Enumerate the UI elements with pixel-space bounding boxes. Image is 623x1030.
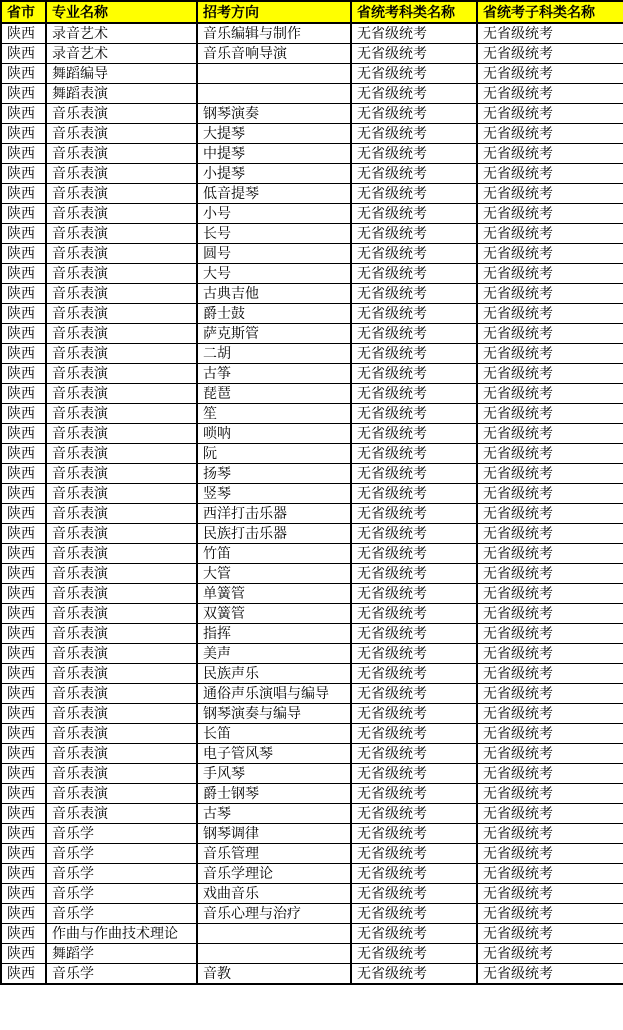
cell: 音乐表演 (46, 804, 197, 824)
cell: 无省级统考 (477, 184, 623, 204)
table-row (1, 284, 623, 304)
cell: 中提琴 (197, 144, 351, 164)
table-row (1, 904, 623, 924)
cell: 无省级统考 (477, 244, 623, 264)
cell: 无省级统考 (477, 84, 623, 104)
table-row (1, 23, 623, 44)
cell: 戏曲音乐 (197, 884, 351, 904)
cell: 陕西 (1, 164, 46, 184)
cell: 陕西 (1, 524, 46, 544)
cell: 无省级统考 (351, 324, 477, 344)
cell: 古典吉他 (197, 284, 351, 304)
cell: 音教 (197, 964, 351, 985)
table-row (1, 524, 623, 544)
cell (197, 84, 351, 104)
cell: 无省级统考 (477, 624, 623, 644)
cell: 无省级统考 (351, 184, 477, 204)
cell: 音乐学 (46, 824, 197, 844)
table-row (1, 324, 623, 344)
cell: 二胡 (197, 344, 351, 364)
cell: 小提琴 (197, 164, 351, 184)
cell: 无省级统考 (477, 504, 623, 524)
cell: 无省级统考 (477, 164, 623, 184)
table-row (1, 384, 623, 404)
cell: 无省级统考 (351, 124, 477, 144)
cell: 音乐表演 (46, 624, 197, 644)
cell: 无省级统考 (351, 144, 477, 164)
cell: 无省级统考 (351, 724, 477, 744)
cell: 陕西 (1, 764, 46, 784)
table-row (1, 44, 623, 64)
cell: 爵士钢琴 (197, 784, 351, 804)
table-row (1, 364, 623, 384)
cell: 无省级统考 (477, 744, 623, 764)
cell: 唢呐 (197, 424, 351, 444)
cell: 无省级统考 (477, 944, 623, 964)
column-header: 专业名称 (46, 1, 197, 23)
cell: 低音提琴 (197, 184, 351, 204)
cell: 无省级统考 (477, 344, 623, 364)
cell: 无省级统考 (477, 724, 623, 744)
cell: 无省级统考 (351, 624, 477, 644)
cell: 无省级统考 (351, 964, 477, 985)
cell: 无省级统考 (477, 444, 623, 464)
table-row (1, 924, 623, 944)
cell: 音乐表演 (46, 704, 197, 724)
cell: 无省级统考 (351, 344, 477, 364)
table-row (1, 304, 623, 324)
cell: 音乐音响导演 (197, 44, 351, 64)
cell: 陕西 (1, 144, 46, 164)
column-header: 招考方向 (197, 1, 351, 23)
cell: 无省级统考 (477, 904, 623, 924)
cell (197, 944, 351, 964)
cell: 陕西 (1, 304, 46, 324)
cell: 舞蹈学 (46, 944, 197, 964)
cell: 无省级统考 (477, 424, 623, 444)
cell: 陕西 (1, 344, 46, 364)
cell: 音乐表演 (46, 344, 197, 364)
cell: 陕西 (1, 884, 46, 904)
table-row (1, 884, 623, 904)
table-row (1, 484, 623, 504)
cell: 音乐学 (46, 884, 197, 904)
cell: 无省级统考 (477, 224, 623, 244)
cell: 手风琴 (197, 764, 351, 784)
cell: 无省级统考 (477, 124, 623, 144)
cell: 陕西 (1, 224, 46, 244)
cell: 长笛 (197, 724, 351, 744)
cell: 无省级统考 (351, 664, 477, 684)
table-body (1, 23, 623, 984)
cell: 音乐表演 (46, 384, 197, 404)
table-row (1, 764, 623, 784)
cell (197, 924, 351, 944)
cell: 无省级统考 (351, 744, 477, 764)
cell: 无省级统考 (477, 544, 623, 564)
cell: 音乐表演 (46, 724, 197, 744)
table-row (1, 204, 623, 224)
cell: 无省级统考 (351, 524, 477, 544)
cell: 舞蹈表演 (46, 84, 197, 104)
cell: 民族打击乐器 (197, 524, 351, 544)
cell: 无省级统考 (477, 324, 623, 344)
table-row (1, 604, 623, 624)
table-row (1, 824, 623, 844)
cell: 陕西 (1, 504, 46, 524)
cell (197, 64, 351, 84)
cell: 无省级统考 (477, 584, 623, 604)
cell: 无省级统考 (351, 384, 477, 404)
cell: 无省级统考 (351, 544, 477, 564)
cell: 无省级统考 (351, 924, 477, 944)
cell: 笙 (197, 404, 351, 424)
cell: 陕西 (1, 684, 46, 704)
cell: 音乐表演 (46, 324, 197, 344)
cell: 西洋打击乐器 (197, 504, 351, 524)
header-row (1, 1, 623, 23)
cell: 陕西 (1, 84, 46, 104)
table-row (1, 664, 623, 684)
cell: 音乐表演 (46, 204, 197, 224)
cell: 陕西 (1, 444, 46, 464)
cell: 陕西 (1, 424, 46, 444)
cell: 作曲与作曲技术理论 (46, 924, 197, 944)
cell: 陕西 (1, 924, 46, 944)
cell: 无省级统考 (351, 404, 477, 424)
cell: 陕西 (1, 844, 46, 864)
table-row (1, 544, 623, 564)
table-row (1, 584, 623, 604)
cell: 爵士鼓 (197, 304, 351, 324)
table-row (1, 564, 623, 584)
cell: 音乐表演 (46, 264, 197, 284)
cell: 音乐表演 (46, 564, 197, 584)
cell: 无省级统考 (477, 44, 623, 64)
cell: 陕西 (1, 364, 46, 384)
cell: 陕西 (1, 404, 46, 424)
cell: 音乐表演 (46, 404, 197, 424)
cell: 无省级统考 (351, 244, 477, 264)
cell: 无省级统考 (351, 844, 477, 864)
cell: 无省级统考 (477, 684, 623, 704)
cell: 陕西 (1, 704, 46, 724)
cell: 音乐表演 (46, 144, 197, 164)
cell: 无省级统考 (351, 784, 477, 804)
cell: 无省级统考 (351, 164, 477, 184)
cell: 音乐表演 (46, 584, 197, 604)
cell: 无省级统考 (477, 23, 623, 44)
cell: 陕西 (1, 23, 46, 44)
cell: 陕西 (1, 544, 46, 564)
cell: 录音艺术 (46, 44, 197, 64)
cell: 陕西 (1, 204, 46, 224)
cell: 无省级统考 (351, 444, 477, 464)
cell: 音乐表演 (46, 484, 197, 504)
cell: 钢琴演奏 (197, 104, 351, 124)
cell: 音乐表演 (46, 244, 197, 264)
table-row (1, 724, 623, 744)
cell: 陕西 (1, 904, 46, 924)
table-row (1, 704, 623, 724)
cell: 无省级统考 (477, 384, 623, 404)
cell: 陕西 (1, 124, 46, 144)
cell: 音乐表演 (46, 604, 197, 624)
cell: 萨克斯管 (197, 324, 351, 344)
cell: 无省级统考 (351, 284, 477, 304)
cell: 无省级统考 (477, 604, 623, 624)
table-row (1, 504, 623, 524)
column-header: 省统考科类名称 (351, 1, 477, 23)
cell: 双簧管 (197, 604, 351, 624)
cell: 音乐表演 (46, 444, 197, 464)
cell: 电子管风琴 (197, 744, 351, 764)
cell: 长号 (197, 224, 351, 244)
cell: 竹笛 (197, 544, 351, 564)
table-row (1, 264, 623, 284)
cell: 竖琴 (197, 484, 351, 504)
cell: 音乐表演 (46, 664, 197, 684)
cell: 美声 (197, 644, 351, 664)
table-row (1, 624, 623, 644)
cell: 无省级统考 (351, 23, 477, 44)
cell: 陕西 (1, 264, 46, 284)
cell: 无省级统考 (477, 264, 623, 284)
cell: 音乐心理与治疗 (197, 904, 351, 924)
cell: 音乐编辑与制作 (197, 23, 351, 44)
table-row (1, 84, 623, 104)
cell: 陕西 (1, 644, 46, 664)
cell: 圆号 (197, 244, 351, 264)
cell: 陕西 (1, 44, 46, 64)
cell: 无省级统考 (477, 824, 623, 844)
cell: 陕西 (1, 244, 46, 264)
cell: 音乐表演 (46, 284, 197, 304)
table-row (1, 64, 623, 84)
cell: 无省级统考 (351, 684, 477, 704)
cell: 陕西 (1, 104, 46, 124)
column-header: 省市 (1, 1, 46, 23)
cell: 无省级统考 (351, 644, 477, 664)
cell: 古琴 (197, 804, 351, 824)
cell: 无省级统考 (477, 204, 623, 224)
cell: 无省级统考 (477, 704, 623, 724)
cell: 无省级统考 (351, 904, 477, 924)
cell: 陕西 (1, 664, 46, 684)
cell: 音乐表演 (46, 504, 197, 524)
cell: 大管 (197, 564, 351, 584)
cell: 音乐管理 (197, 844, 351, 864)
cell: 无省级统考 (477, 104, 623, 124)
cell: 音乐表演 (46, 364, 197, 384)
cell: 陕西 (1, 824, 46, 844)
table-row (1, 844, 623, 864)
cell: 无省级统考 (477, 764, 623, 784)
cell: 无省级统考 (351, 364, 477, 384)
table-row (1, 784, 623, 804)
cell: 陕西 (1, 284, 46, 304)
cell: 无省级统考 (477, 864, 623, 884)
cell: 无省级统考 (477, 644, 623, 664)
cell: 音乐表演 (46, 224, 197, 244)
table-row (1, 424, 623, 444)
cell: 无省级统考 (351, 584, 477, 604)
table-row (1, 344, 623, 364)
cell: 陕西 (1, 184, 46, 204)
cell: 琵琶 (197, 384, 351, 404)
cell: 无省级统考 (477, 284, 623, 304)
cell: 无省级统考 (477, 884, 623, 904)
cell: 陕西 (1, 864, 46, 884)
cell: 录音艺术 (46, 23, 197, 44)
cell: 音乐表演 (46, 424, 197, 444)
table-row (1, 804, 623, 824)
cell: 陕西 (1, 744, 46, 764)
cell: 无省级统考 (477, 364, 623, 384)
cell: 音乐表演 (46, 524, 197, 544)
cell: 无省级统考 (477, 964, 623, 985)
cell: 音乐学理论 (197, 864, 351, 884)
cell: 无省级统考 (351, 604, 477, 624)
cell: 音乐表演 (46, 104, 197, 124)
cell: 陕西 (1, 384, 46, 404)
cell: 无省级统考 (351, 264, 477, 284)
cell: 陕西 (1, 324, 46, 344)
cell: 无省级统考 (351, 104, 477, 124)
cell: 无省级统考 (477, 144, 623, 164)
cell: 扬琴 (197, 464, 351, 484)
cell: 无省级统考 (351, 64, 477, 84)
cell: 音乐学 (46, 864, 197, 884)
table-row (1, 164, 623, 184)
cell: 无省级统考 (351, 504, 477, 524)
cell: 钢琴调律 (197, 824, 351, 844)
cell: 陕西 (1, 564, 46, 584)
cell: 无省级统考 (351, 944, 477, 964)
table-row (1, 404, 623, 424)
cell: 音乐表演 (46, 544, 197, 564)
cell: 音乐表演 (46, 304, 197, 324)
cell: 无省级统考 (351, 864, 477, 884)
cell: 大号 (197, 264, 351, 284)
table-row (1, 744, 623, 764)
table-row (1, 464, 623, 484)
cell: 音乐表演 (46, 164, 197, 184)
cell: 无省级统考 (477, 844, 623, 864)
table-row (1, 444, 623, 464)
cell: 陕西 (1, 624, 46, 644)
table-row (1, 124, 623, 144)
cell: 大提琴 (197, 124, 351, 144)
cell: 陕西 (1, 944, 46, 964)
cell: 单簧管 (197, 584, 351, 604)
cell: 无省级统考 (351, 44, 477, 64)
cell: 陕西 (1, 584, 46, 604)
cell: 音乐表演 (46, 684, 197, 704)
cell: 无省级统考 (351, 84, 477, 104)
cell: 无省级统考 (477, 464, 623, 484)
cell: 无省级统考 (351, 824, 477, 844)
cell: 陕西 (1, 964, 46, 985)
table-row (1, 224, 623, 244)
cell: 无省级统考 (351, 224, 477, 244)
cell: 民族声乐 (197, 664, 351, 684)
cell: 音乐表演 (46, 784, 197, 804)
cell: 阮 (197, 444, 351, 464)
cell: 陕西 (1, 64, 46, 84)
cell: 无省级统考 (477, 64, 623, 84)
cell: 舞蹈编导 (46, 64, 197, 84)
cell: 音乐表演 (46, 124, 197, 144)
cell: 无省级统考 (477, 404, 623, 424)
cell: 通俗声乐演唱与编导 (197, 684, 351, 704)
cell: 无省级统考 (477, 784, 623, 804)
table-row (1, 244, 623, 264)
cell: 无省级统考 (351, 764, 477, 784)
cell: 陕西 (1, 464, 46, 484)
cell: 陕西 (1, 724, 46, 744)
table-row (1, 684, 623, 704)
cell: 陕西 (1, 484, 46, 504)
cell: 陕西 (1, 804, 46, 824)
cell: 无省级统考 (351, 564, 477, 584)
cell: 无省级统考 (477, 304, 623, 324)
cell: 音乐学 (46, 904, 197, 924)
cell: 无省级统考 (477, 664, 623, 684)
cell: 无省级统考 (477, 564, 623, 584)
cell: 小号 (197, 204, 351, 224)
cell: 无省级统考 (351, 464, 477, 484)
table-row (1, 944, 623, 964)
cell: 无省级统考 (477, 524, 623, 544)
cell: 古筝 (197, 364, 351, 384)
cell: 无省级统考 (351, 424, 477, 444)
table-header (1, 1, 623, 23)
cell: 指挥 (197, 624, 351, 644)
cell: 陕西 (1, 604, 46, 624)
table-row (1, 144, 623, 164)
cell: 音乐表演 (46, 744, 197, 764)
column-header: 省统考子科类名称 (477, 1, 623, 23)
table-row (1, 964, 623, 985)
cell: 音乐表演 (46, 764, 197, 784)
cell: 音乐表演 (46, 464, 197, 484)
table-row (1, 104, 623, 124)
cell: 钢琴演奏与编导 (197, 704, 351, 724)
table-row (1, 184, 623, 204)
cell: 无省级统考 (351, 804, 477, 824)
cell: 无省级统考 (351, 484, 477, 504)
cell: 无省级统考 (351, 304, 477, 324)
cell: 无省级统考 (351, 204, 477, 224)
cell: 音乐表演 (46, 184, 197, 204)
cell: 音乐学 (46, 844, 197, 864)
cell: 无省级统考 (477, 484, 623, 504)
cell: 无省级统考 (477, 804, 623, 824)
cell: 无省级统考 (351, 704, 477, 724)
cell: 陕西 (1, 784, 46, 804)
cell: 无省级统考 (351, 884, 477, 904)
table-row (1, 864, 623, 884)
cell: 音乐表演 (46, 644, 197, 664)
cell: 无省级统考 (477, 924, 623, 944)
table-row (1, 644, 623, 664)
cell: 音乐学 (46, 964, 197, 985)
